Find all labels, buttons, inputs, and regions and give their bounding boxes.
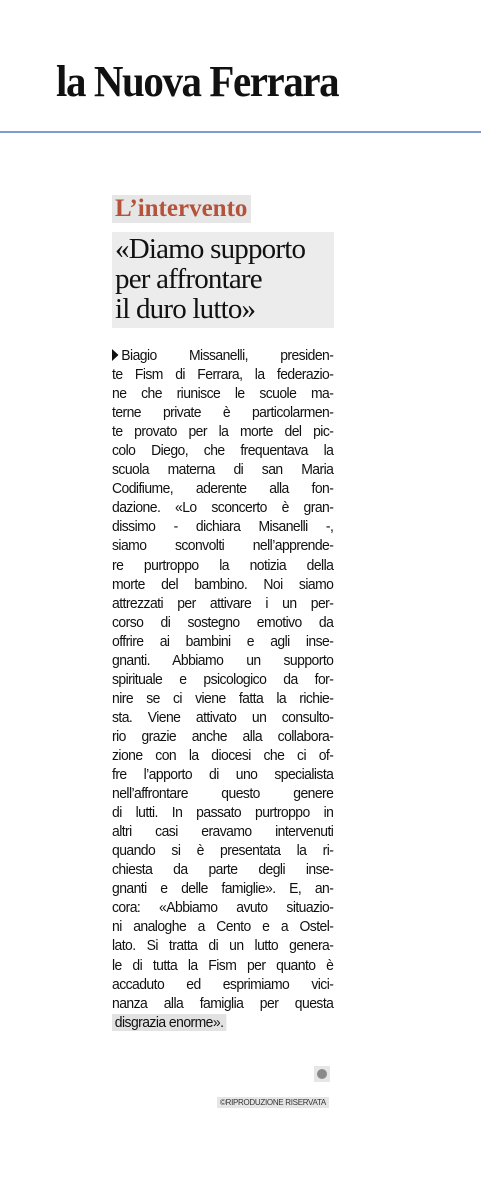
body-line-text: le di tutta la Fism per quanto è: [112, 956, 334, 974]
body-line: [112, 594, 333, 613]
body-line: [112, 460, 333, 479]
body-line: [112, 994, 333, 1013]
body-line-text: zione con la diocesi che ci of-: [112, 746, 334, 764]
headline-line: «Diamo supporto: [115, 233, 306, 265]
body-line: [112, 746, 333, 765]
body-line: [112, 346, 333, 365]
body-line-text: scuola materna di san Maria: [112, 461, 334, 479]
masthead: [0, 0, 481, 132]
body-line: [112, 841, 333, 860]
body-line-text: nell’affrontare questo genere: [112, 785, 334, 803]
body-line: [112, 575, 333, 594]
body-line-text: attrezzati per attivare i un per-: [112, 594, 334, 612]
body-line-text: quando si è presentata la ri-: [112, 842, 334, 860]
body-line: [112, 536, 333, 555]
body-line-text: Codifiume, aderente alla fon-: [112, 480, 334, 498]
body-line: [112, 689, 333, 708]
body-line-text: colo Diego, che frequentava la: [112, 442, 334, 460]
body-line-text: Biagio Missanelli, presiden-: [121, 347, 334, 364]
body-line: [112, 917, 333, 936]
body-line-text: morte del bambino. Noi siamo: [112, 575, 334, 593]
triangle-bullet-icon: [112, 349, 119, 361]
body-line: [112, 670, 333, 689]
body-line: [112, 956, 333, 975]
body-line-text: accaduto ed esprimiamo vici-: [112, 975, 334, 993]
body-line-text: dissimo - dichiara Misanelli -,: [112, 518, 334, 536]
copyright-notice: ©RIPRODUZIONE RISERVATA: [217, 1097, 329, 1108]
body-line: [112, 651, 333, 670]
body-line-text: offrire ai bambini e agli inse-: [112, 632, 334, 650]
body-line: [112, 365, 333, 384]
body-line: [112, 498, 333, 517]
body-line-text: nanza alla famiglia per questa: [112, 994, 334, 1012]
body-line-text: disgrazia enorme».: [112, 1014, 226, 1031]
body-line-text: re purtroppo la notizia della: [112, 556, 334, 574]
body-line-text: gnanti e delle famiglie». E, an-: [112, 880, 334, 898]
body-line-text: nire se ci viene fatta la richie-: [112, 689, 334, 707]
headline-line: per affrontare: [115, 263, 262, 295]
body-line-text: sta. Viene attivato un consulto-: [112, 708, 334, 726]
body-line: [112, 384, 333, 403]
body-line-text: fre l’apporto di uno specialista: [112, 766, 334, 784]
body-line-text: di lutti. In passato purtroppo in: [112, 804, 334, 822]
end-of-article-dot-icon: [314, 1066, 330, 1082]
article-clipping: [112, 195, 334, 1032]
body-line-text: gnanti. Abbiamo un supporto: [112, 651, 334, 669]
body-line: [112, 765, 333, 784]
body-line: [112, 708, 333, 727]
body-line: [112, 556, 333, 575]
headline-line: il duro lutto»: [115, 293, 256, 325]
body-line-text: te Fism di Ferrara, la federazio-: [112, 366, 334, 384]
body-line-text: ni analoghe a Cento e a Ostel-: [112, 918, 334, 936]
body-line: [112, 727, 333, 746]
body-line-text: terne private è particolarmen-: [112, 404, 334, 422]
body-line: [112, 898, 333, 917]
body-line: [112, 784, 333, 803]
body-line: [112, 936, 333, 955]
body-line: [112, 613, 333, 632]
body-line: [112, 422, 333, 441]
body-line-text: chiesta da parte degli inse-: [112, 861, 334, 879]
body-line: [112, 479, 333, 498]
body-line: [112, 1013, 333, 1032]
body-line: [112, 879, 333, 898]
body-line-text: te provato per la morte del pic-: [112, 423, 334, 441]
body-line-text: corso di sostegno emotivo da: [112, 613, 334, 631]
body-line: [112, 632, 333, 651]
newspaper-title: la Nuova Ferrara: [56, 57, 339, 106]
body-line: [112, 441, 333, 460]
body-line: [112, 517, 333, 536]
body-line-text: cora: «Abbiamo avuto situazio-: [112, 899, 334, 917]
body-line-text: spirituale e psicologico da for-: [112, 670, 334, 688]
body-line: [112, 803, 333, 822]
article-kicker: L’intervento: [112, 195, 251, 223]
masthead-divider: [0, 131, 481, 133]
body-line: [112, 403, 333, 422]
body-line-text: ne che riunisce le scuole ma-: [112, 385, 334, 403]
body-line: [112, 822, 333, 841]
body-line: [112, 860, 333, 879]
article-headline: [112, 232, 334, 328]
body-line-text: rio grazie anche alla collabora-: [112, 727, 334, 745]
body-line-text: siamo sconvolti nell’apprende-: [112, 537, 334, 555]
body-line-text: dazione. «Lo sconcerto è gran-: [112, 499, 334, 517]
article-body: [112, 346, 334, 1032]
body-line-text: altri casi eravamo intervenuti: [112, 823, 334, 841]
body-line: [112, 975, 333, 994]
body-line-text: lato. Si tratta di un lutto genera-: [112, 937, 334, 955]
